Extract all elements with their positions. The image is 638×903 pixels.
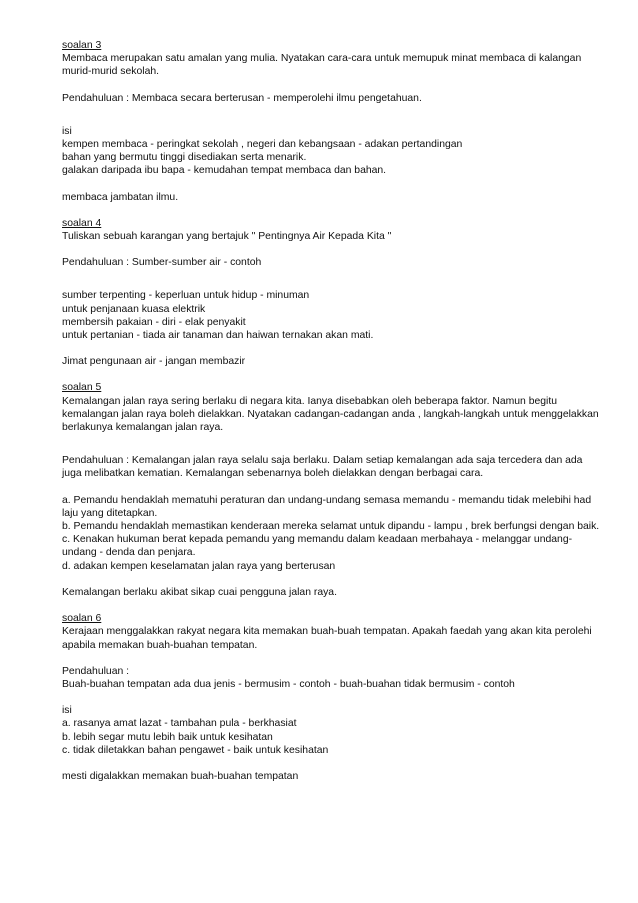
intro-text: Pendahuluan : Kemalangan jalan raya selalu saja berlaku. Dalam setiap kemalangan ada saja tercedera dan ada juga melibatkan kematian. Kemalangan sebenarnya boleh dielakkan dengan berbagai cara.	[62, 455, 583, 480]
isi-line: membersih pakaian - diri - elak penyakit	[62, 316, 246, 328]
isi-line: c. tidak diletakkan bahan pengawet - baik untuk kesihatan	[62, 744, 329, 756]
question-text: Tuliskan sebuah karangan yang bertajuk " Pentingnya Air Kepada Kita "	[62, 231, 392, 243]
question-text: Kerajaan menggalakkan rakyat negara kita memakan buah-buah tempatan. Apakah faedah yang akan kita perolehi apabila memakan buah-buahan tempatan.	[62, 626, 592, 651]
intro-label: Pendahuluan :	[62, 665, 130, 677]
document-page	[62, 39, 602, 783]
isi-label: isi	[62, 705, 72, 717]
intro-text: Buah-buahan tempatan ada dua jenis - bermusim - contoh - buah-buahan tidak bermusim - contoh	[62, 678, 515, 690]
isi-line: kempen membaca - peringkat sekolah , negeri dan kebangsaan - adakan pertandingan	[62, 139, 463, 151]
point-line: b. Pemandu hendaklah memastikan kenderaan mereka selamat untuk dipandu - lampu , brek berfungsi dengan baik.	[62, 521, 600, 533]
section-heading: soalan 4	[62, 217, 102, 229]
point-line: c. Kenakan hukuman berat kepada pemandu yang memandu dalam keadaan merbahaya - melanggar undang-undang - denda dan penjara.	[62, 534, 573, 559]
isi-line: untuk pertanian - tiada air tanaman dan haiwan ternakan akan mati.	[62, 330, 374, 342]
intro-text: Pendahuluan : Sumber-sumber air - contoh	[62, 257, 262, 269]
question-section-5	[62, 381, 602, 599]
conclusion-text: membaca jambatan ilmu.	[62, 191, 179, 203]
question-text: Membaca merupakan satu amalan yang mulia. Nyatakan cara-cara untuk memupuk minat membaca di kalangan murid-murid sekolah.	[62, 53, 582, 78]
question-section-4	[62, 217, 602, 369]
isi-label: isi	[62, 125, 72, 137]
point-line: d. adakan kempen keselamatan jalan raya yang berterusan	[62, 560, 336, 572]
intro-text: Pendahuluan : Membaca secara berterusan - memperolehi ilmu pengetahuan.	[62, 92, 422, 104]
isi-line: a. rasanya amat lazat - tambahan pula - berkhasiat	[62, 718, 297, 730]
isi-line: bahan yang bermutu tinggi disediakan serta menarik.	[62, 152, 307, 164]
conclusion-text: Kemalangan berlaku akibat sikap cuai pengguna jalan raya.	[62, 586, 337, 598]
conclusion-text: mesti digalakkan memakan buah-buahan tempatan	[62, 770, 299, 782]
conclusion-text: Jimat pengunaan air - jangan membazir	[62, 356, 246, 368]
point-line: a. Pemandu hendaklah mematuhi peraturan dan undang-undang semasa memandu - memandu tidak melebihi had laju yang ditetapkan.	[62, 494, 592, 519]
question-section-3	[62, 39, 602, 204]
isi-line: b. lebih segar mutu lebih baik untuk kesihatan	[62, 731, 273, 743]
isi-line: galakan daripada ibu bapa - kemudahan tempat membaca dan bahan.	[62, 165, 387, 177]
section-heading: soalan 6	[62, 613, 102, 625]
question-text: Kemalangan jalan raya sering berlaku di negara kita. Ianya disebabkan oleh beberapa faktor. Namun begitu kemalangan jalan raya boleh dielakkan. Nyatakan cadangan-cadangan anda , langkah-langkah untuk menggelakkan berlakunya kemalangan jalan raya.	[62, 395, 599, 434]
section-heading: soalan 3	[62, 40, 102, 51]
question-section-6	[62, 612, 602, 783]
isi-line: sumber terpenting - keperluan untuk hidup - minuman	[62, 290, 310, 302]
section-heading: soalan 5	[62, 382, 102, 394]
isi-line: untuk penjanaan kuasa elektrik	[62, 303, 206, 315]
